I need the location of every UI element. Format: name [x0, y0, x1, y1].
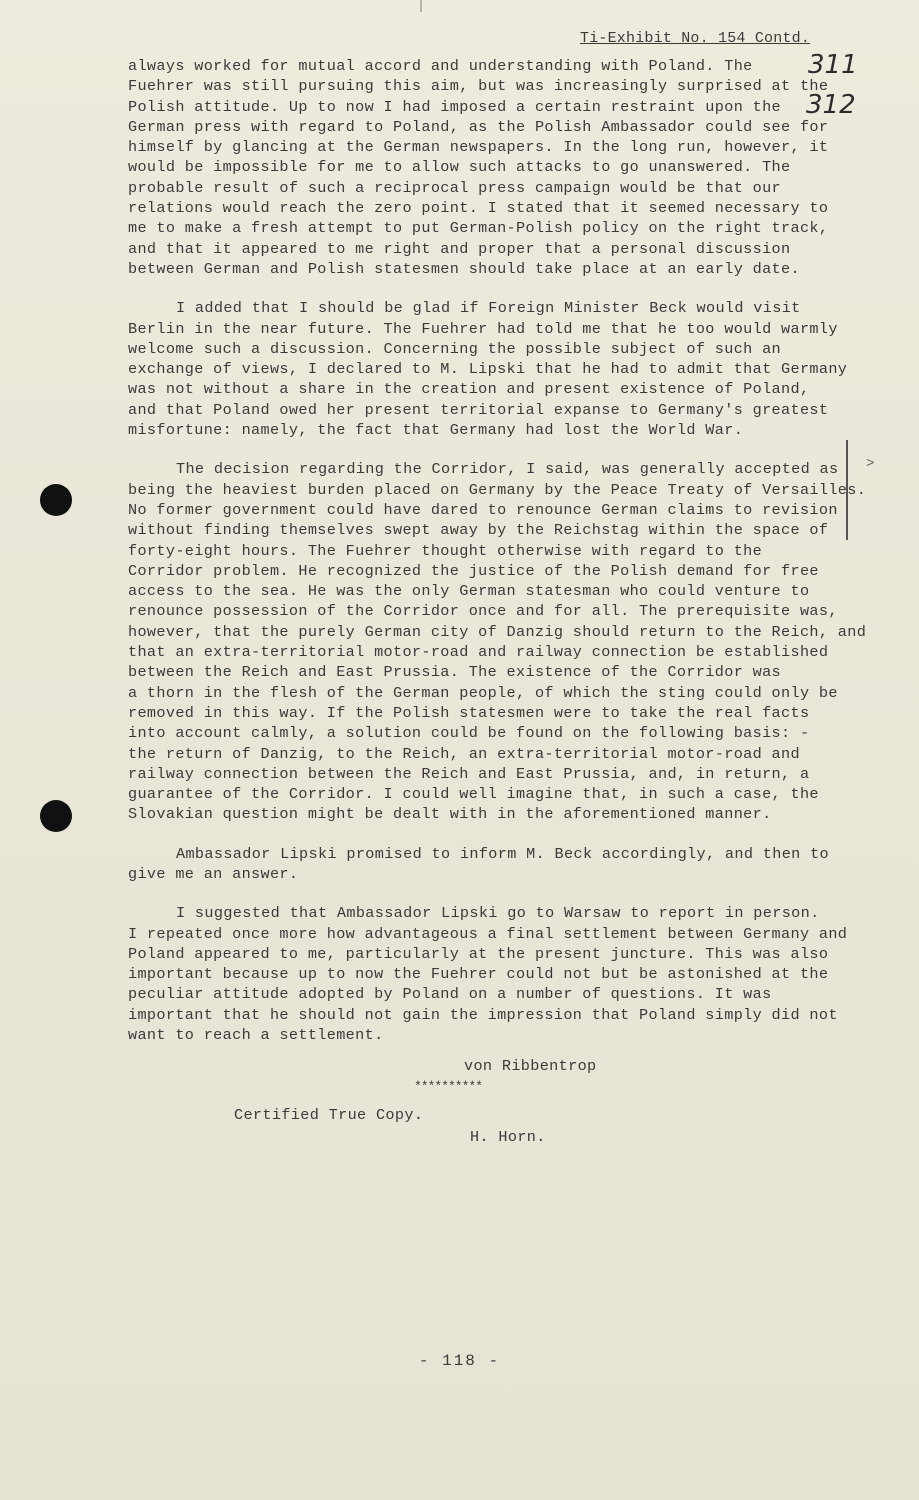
handwritten-page-number-311: 311 [808, 50, 858, 80]
text-line: I added that I should be glad if Foreign Minister Beck would visit [176, 299, 801, 318]
text-line: being the heaviest burden placed on Germany by the Peace Treaty of Versailles. [128, 480, 867, 499]
text-line: exchange of views, I declared to M. Lipski that he had to admit that Germany [128, 360, 848, 379]
text-line: Ambassador Lipski promised to inform M. Beck accordingly, and then to [176, 844, 830, 863]
text-line: without finding themselves swept away by the Reichstag within the space of [128, 521, 829, 540]
text-line: Slovakian question might be dealt with in the aforementioned manner. [128, 805, 772, 824]
letter-body [128, 56, 868, 1148]
paragraph-5 [128, 903, 868, 1045]
text-line: No former government could have dared to renounce German claims to revision [128, 500, 838, 519]
text-line: and that Poland owed her present territorial expanse to Germany's greatest [128, 400, 829, 419]
separator-stars: ********** [414, 1078, 483, 1094]
paragraph-4 [128, 844, 868, 885]
text-line: Polish attitude. Up to now I had imposed a certain restraint upon the [128, 97, 782, 116]
paragraph-3 [128, 459, 868, 824]
text-line: always worked for mutual accord and understanding with Poland. The [128, 57, 753, 75]
text-line: I suggested that Ambassador Lipski go to Warsaw to report in person. [176, 904, 820, 923]
text-line: want to reach a settlement. [128, 1026, 384, 1045]
page-number: - 118 - [418, 1352, 501, 1370]
text-line: himself by glancing at the German newspapers. In the long run, however, it [128, 138, 829, 157]
text-line: welcome such a discussion. Concerning the possible subject of such an [128, 339, 782, 358]
text-line: important because up to now the Fuehrer could not but be astonished at the [128, 965, 829, 984]
text-line: access to the sea. He was the only German statesman who could venture to [128, 582, 810, 601]
handwritten-page-number-312: 312 [806, 90, 856, 120]
text-line: important that he should not gain the impression that Poland simply did not [128, 1005, 838, 1024]
text-line: German press with regard to Poland, as the Polish Ambassador could see for [128, 117, 829, 136]
text-line: forty-eight hours. The Fuehrer thought otherwise with regard to the [128, 541, 763, 560]
text-line: would be impossible for me to allow such attacks to go unanswered. The [128, 158, 791, 177]
text-line: The decision regarding the Corridor, I said, was generally accepted as [176, 460, 839, 479]
text-line: Berlin in the near future. The Fuehrer had told me that he too would warmly [128, 319, 838, 338]
text-line: and that it appeared to me right and proper that a personal discussion [128, 239, 791, 258]
text-line: Corridor problem. He recognized the justice of the Polish demand for free [128, 561, 819, 580]
text-line: between the Reich and East Prussia. The existence of the Corridor was [128, 663, 782, 682]
exhibit-header: Ti-Exhibit No. 154 Contd. [580, 30, 811, 47]
text-line: into account calmly, a solution could be found on the following basis: - [128, 724, 810, 743]
text-line: a thorn in the flesh of the German people, of which the sting could only be [128, 683, 838, 702]
punch-hole-bottom [40, 800, 72, 832]
text-line: Poland appeared to me, particularly at the present juncture. This was also [128, 944, 829, 963]
text-line: was not without a share in the creation and present existence of Poland, [128, 380, 810, 399]
text-line: however, that the purely German city of Danzig should return to the Reich, and [128, 622, 867, 641]
text-line: Fuehrer was still pursuing this aim, but was increasingly surprised at the [128, 77, 829, 96]
certified-true-copy: Certified True Copy. [234, 1105, 424, 1124]
certifier-name: H. Horn. [470, 1128, 546, 1147]
text-line: peculiar attitude adopted by Poland on a number of questions. It was [128, 985, 772, 1004]
text-line: give me an answer. [128, 864, 299, 883]
punch-hole-top [40, 484, 72, 516]
text-line: me to make a fresh attempt to put German-Polish policy on the right track, [128, 219, 829, 238]
text-line: railway connection between the Reich and East Prussia, and, in return, a [128, 764, 810, 783]
signature-name: von Ribbentrop [464, 1057, 597, 1076]
text-line: between German and Polish statesmen should take place at an early date. [128, 259, 800, 278]
text-line: relations would reach the zero point. I stated that it seemed necessary to [128, 199, 829, 218]
text-line: that an extra-territorial motor-road and railway connection be established [128, 643, 829, 662]
text-line: the return of Danzig, to the Reich, an extra-territorial motor-road and [128, 744, 800, 763]
text-line: removed in this way. If the Polish statesmen were to take the real facts [128, 703, 810, 722]
text-line: renounce possession of the Corridor once and for all. The prerequisite was, [128, 602, 838, 621]
paragraph-1 [128, 56, 868, 279]
margin-bracket-mark: > [866, 456, 875, 472]
text-line: I repeated once more how advantageous a final settlement between Germany and [128, 924, 848, 943]
paragraph-2 [128, 298, 868, 440]
text-line: probable result of such a reciprocal press campaign would be that our [128, 178, 782, 197]
text-line: guarantee of the Corridor. I could well imagine that, in such a case, the [128, 785, 819, 804]
top-edge-mark [420, 0, 422, 12]
text-line: misfortune: namely, the fact that Germany had lost the World War. [128, 421, 744, 440]
